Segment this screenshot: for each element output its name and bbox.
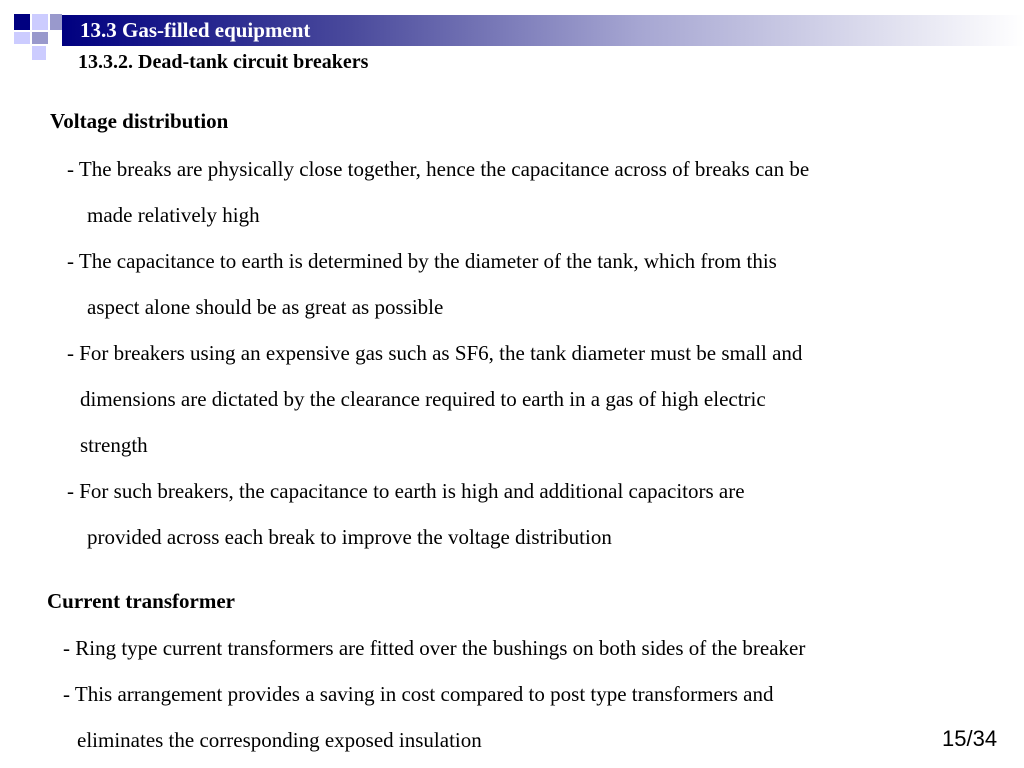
slide-title: 13.3 Gas-filled equipment <box>80 18 311 42</box>
section-heading-current-transformer: Current transformer <box>47 589 235 613</box>
bullet-line: - The capacitance to earth is determined by the diameter of the tank, which from this <box>67 249 777 273</box>
bullet-line: provided across each break to improve the voltage distribution <box>87 525 612 549</box>
decor-square <box>32 32 48 44</box>
slide-subtitle: 13.3.2. Dead-tank circuit breakers <box>78 51 369 73</box>
bullet-line: - This arrangement provides a saving in cost compared to post type transformers and <box>63 682 774 706</box>
decor-square <box>50 14 62 30</box>
bullet-line: - The breaks are physically close together, hence the capacitance across of breaks can be <box>67 157 810 181</box>
bullet-line: - For such breakers, the capacitance to earth is high and additional capacitors are <box>67 479 745 503</box>
bullet-line: made relatively high <box>87 203 260 227</box>
decor-square <box>32 46 46 60</box>
bullet-line: - For breakers using an expensive gas such as SF6, the tank diameter must be small and <box>67 341 803 365</box>
decor-square <box>14 14 30 30</box>
bullet-line: strength <box>80 433 148 457</box>
section-heading-voltage: Voltage distribution <box>50 109 229 133</box>
page-number: 15/34 <box>942 726 998 751</box>
decor-square <box>14 32 30 44</box>
bullet-line: aspect alone should be as great as possible <box>87 295 444 319</box>
bullet-line: dimensions are dictated by the clearance required to earth in a gas of high electric <box>80 387 766 411</box>
decor-square <box>32 14 48 30</box>
bullet-line: - Ring type current transformers are fitted over the bushings on both sides of the breaker <box>63 636 806 660</box>
bullet-line: eliminates the corresponding exposed insulation <box>77 728 482 752</box>
